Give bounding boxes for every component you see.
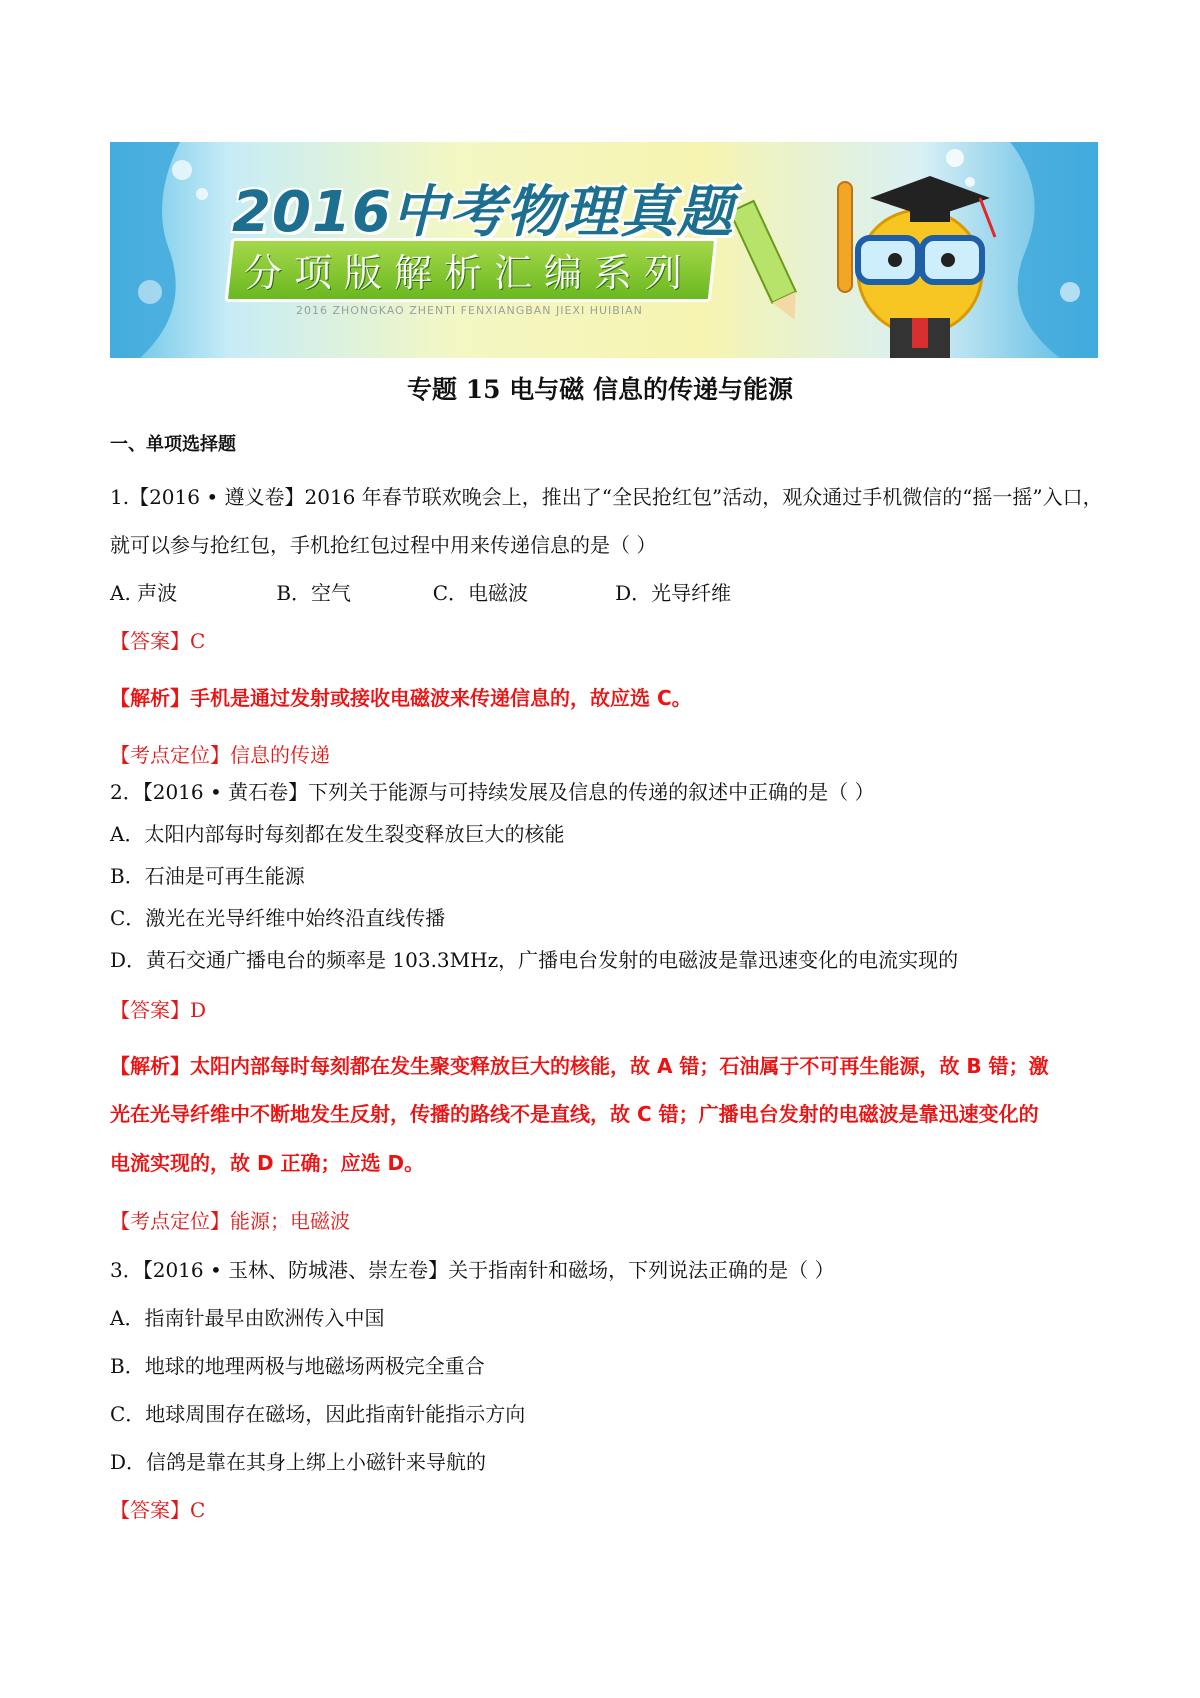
q3-option-a: A．指南针最早由欧洲传入中国 xyxy=(110,1306,385,1330)
q1-options xyxy=(110,577,731,606)
q3-answer: 【答案】C xyxy=(110,1498,206,1522)
q2-analysis-line2: 光在光导纤维中不断地发生反射，传播的路线不是直线，故 C 错；广播电台发射的电磁波是靠迅速变化的 xyxy=(110,1102,1039,1126)
q2-answer: 【答案】D xyxy=(110,998,207,1022)
q1-stem-line1: 1.【2016 • 遵义卷】2016 年春节联欢晚会上，推出了“全民抢红包”活动，观众通过手机微信的“摇一摇”入口， xyxy=(110,485,1103,509)
q3-option-b: B．地球的地理两极与地磁场两极完全重合 xyxy=(110,1354,485,1378)
section-heading: 一、单项选择题 xyxy=(110,434,236,455)
q1-analysis: 【解析】手机是通过发射或接收电磁波来传递信息的，故应选 C。 xyxy=(110,686,692,710)
q2-analysis-line1: 【解析】太阳内部每时每刻都在发生聚变释放巨大的核能，故 A 错；石油属于不可再生能源，故 B 错；激 xyxy=(110,1054,1049,1078)
q2-option-c: C．激光在光导纤维中始终沿直线传播 xyxy=(110,906,446,930)
document-title: 专题 15 电与磁 信息的传递与能源 xyxy=(407,375,793,404)
q1-stem-line2: 就可以参与抢红包，手机抢红包过程中用来传递信息的是（ ） xyxy=(110,533,657,557)
q1-option-c: C．电磁波 xyxy=(432,581,529,605)
banner-subtitle: 分项版解析汇编系列 xyxy=(244,251,695,295)
q1-option-b: B．空气 xyxy=(276,581,352,605)
q1-option-a: A. 声波 xyxy=(110,581,178,605)
q2-option-d: D．黄石交通广播电台的频率是 103.3MHz，广播电台发射的电磁波是靠迅速变化的电流实现的 xyxy=(110,948,959,972)
q3-option-c: C．地球周围存在磁场，因此指南针能指示方向 xyxy=(110,1402,526,1426)
q3-option-d: D．信鸽是靠在其身上绑上小磁针来导航的 xyxy=(110,1450,487,1474)
header-banner xyxy=(110,142,1098,358)
q1-option-d: D．光导纤维 xyxy=(615,581,732,605)
banner-title: 2016中考物理真题 xyxy=(232,180,734,245)
q2-point: 【考点定位】能源；电磁波 xyxy=(110,1209,350,1233)
q2-analysis-line3: 电流实现的，故 D 正确；应选 D。 xyxy=(110,1151,425,1175)
q2-option-a: A．太阳内部每时每刻都在发生裂变释放巨大的核能 xyxy=(110,822,565,846)
q2-option-b: B．石油是可再生能源 xyxy=(110,864,305,888)
banner-pinyin: 2016 ZHONGKAO ZHENTI FENXIANGBAN JIEXI HUIBIAN xyxy=(296,304,643,317)
q2-stem: 2．【2016 • 黄石卷】下列关于能源与可持续发展及信息的传递的叙述中正确的是（ ） xyxy=(110,780,875,804)
q1-point: 【考点定位】信息的传递 xyxy=(110,743,330,767)
q1-answer: 【答案】C xyxy=(110,629,206,653)
q3-stem: 3．【2016 • 玉林、防城港、崇左卷】关于指南针和磁场，下列说法正确的是（ ） xyxy=(110,1258,835,1282)
